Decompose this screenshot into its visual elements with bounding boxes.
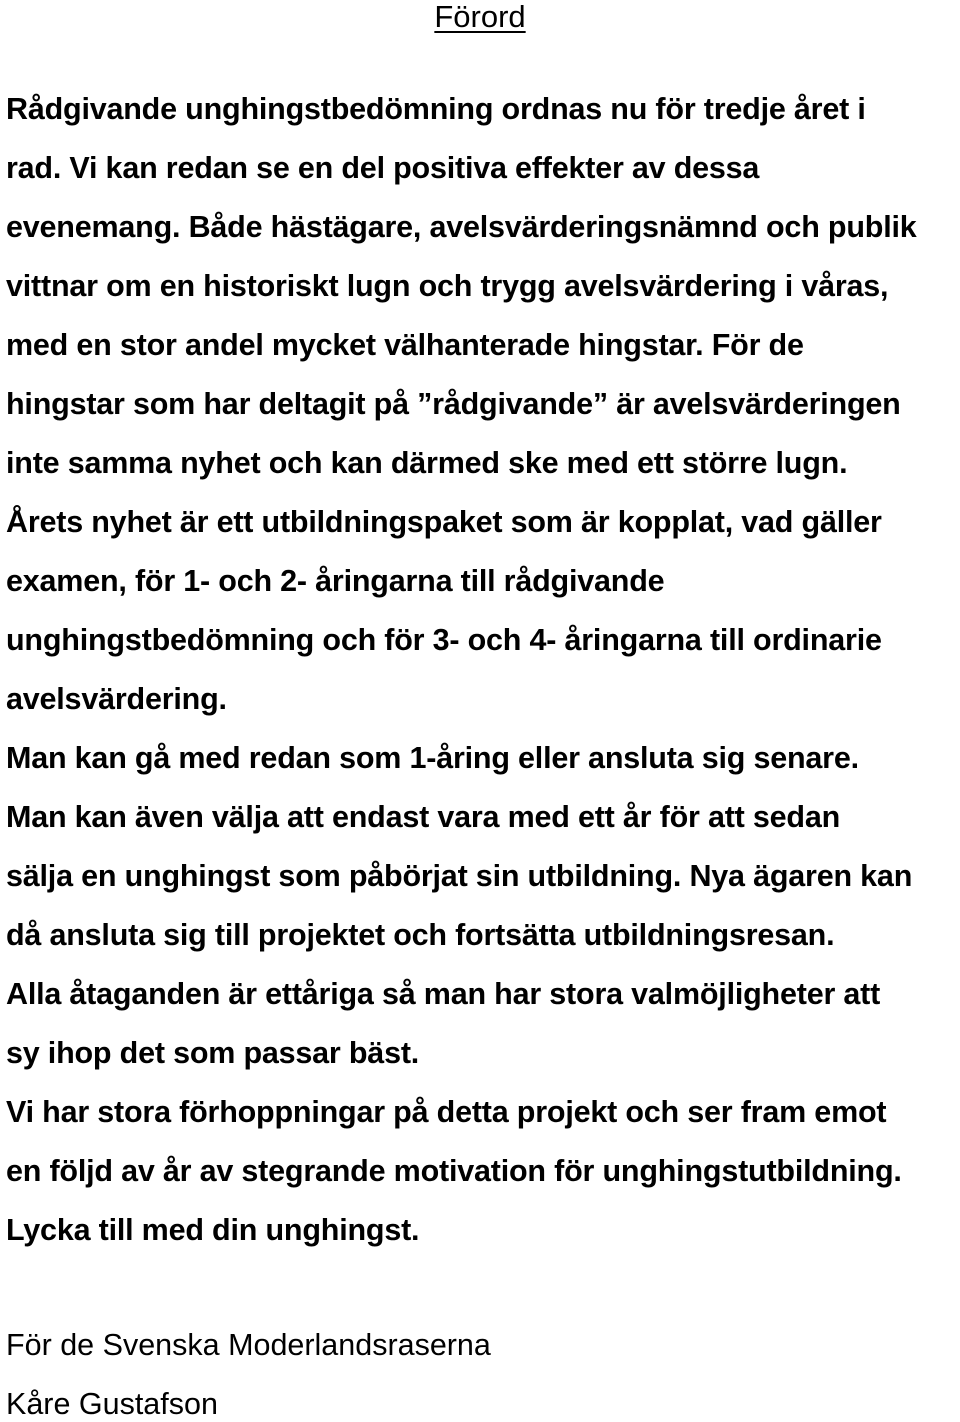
body-line: evenemang. Både hästägare, avelsvärderingsnämnd och publik xyxy=(6,210,917,244)
body-line: avelsvärdering. xyxy=(6,682,227,716)
body-line: sälja en unghingst som påbörjat sin utbildning. Nya ägaren kan xyxy=(6,859,913,893)
body-line: hingstar som har deltagit på ”rådgivande” är avelsvärderingen xyxy=(6,387,901,421)
body-line: Årets nyhet är ett utbildningspaket som är kopplat, vad gäller xyxy=(6,505,882,539)
body-line: en följd av år av stegrande motivation för unghingstutbildning. xyxy=(6,1154,902,1188)
body-line: Alla åtaganden är ettåriga så man har stora valmöjligheter att xyxy=(6,977,881,1011)
body-line: sy ihop det som passar bäst. xyxy=(6,1036,420,1070)
document-title: Förord xyxy=(434,0,526,34)
body-line: inte samma nyhet och kan därmed ske med ett större lugn. xyxy=(6,446,848,480)
body-line: Lycka till med din unghingst. xyxy=(6,1213,420,1247)
body-line: då ansluta sig till projektet och fortsätta utbildningsresan. xyxy=(6,918,835,952)
body-line: examen, för 1- och 2- åringarna till rådgivande xyxy=(6,564,665,598)
body-line: Vi har stora förhoppningar på detta projekt och ser fram emot xyxy=(6,1095,887,1129)
body-line: rad. Vi kan redan se en del positiva effekter av dessa xyxy=(6,151,760,185)
body-line: Man kan även välja att endast vara med ett år för att sedan xyxy=(6,800,841,834)
body-line: Man kan gå med redan som 1-åring eller ansluta sig senare. xyxy=(6,741,859,775)
body-line: med en stor andel mycket välhanterade hingstar. För de xyxy=(6,328,804,362)
signature-name: Kåre Gustafson xyxy=(6,1387,218,1421)
body-line: vittnar om en historiskt lugn och trygg avelsvärdering i våras, xyxy=(6,269,889,303)
body-line: Rådgivande unghingstbedömning ordnas nu för tredje året i xyxy=(6,92,866,126)
body-line: unghingstbedömning och för 3- och 4- åringarna till ordinarie xyxy=(6,623,882,657)
signature-organization: För de Svenska Moderlandsraserna xyxy=(6,1328,491,1362)
